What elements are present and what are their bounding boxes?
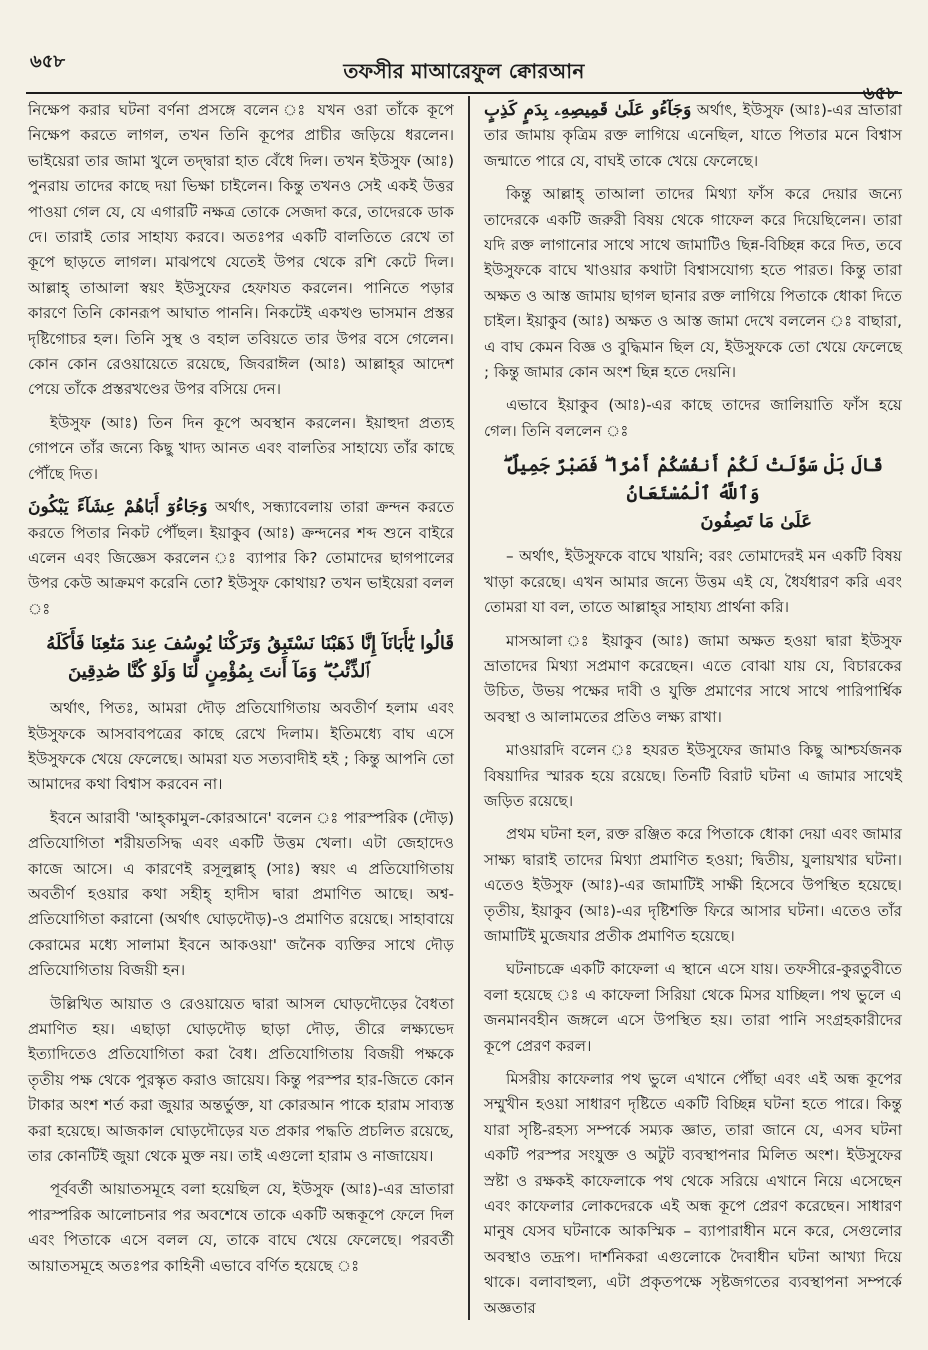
paragraph: কিন্তু আল্লাহ্ তাআলা তাদের মিথ্যা ফাঁস করে দেয়ার জন্যে তাদেরকে একটি জরুরী বিষয় থেকে গাফেল করে দিয়েছিলেন। তারা যদি রক্ত লাগানোর সাথে সাথে জামাটিও ছিন্ন-বিচ্ছিন্ন করে দিত, তবে ইউসুফকে বাঘে খাওয়ার কথাটা বিশ্বাসযোগ্য হতে পারত। কিন্তু তারা অক্ষত ও আস্ত জামায় ছাগল ছানার রক্ত লাগিয়ে পিতাকে ধোকা দিতে চাইল। ইয়াকুব (আঃ) অক্ষত ও আস্ত জামা দেখে বললেন ঃ বাছারা, এ বাঘ কেমন বিজ্ঞ ও বুদ্ধিমান ছিল যে, ইউসুফকে তো খেয়ে ফেলেছে ; কিন্তু জামার কোন অংশ ছিন্ন হতে দেয়নি। [484, 185, 902, 382]
paragraph: এভাবে ইয়াকুব (আঃ)-এর কাছে তাদের জালিয়াতি ফাঁস হয়ে গেল। তিনি বললেন ঃ [484, 396, 902, 440]
page-number-right: ৬৫৮ [862, 83, 898, 104]
paragraph: মাসআলা ঃ ইয়াকুব (আঃ) জামা অক্ষত হওয়া দ্বারা ইউসুফ ভ্রাতাদের মিথ্যা সপ্রমাণ করেছেন। এতে বোঝা যায় যে, বিচারকের উচিত, উভয় পক্ষের দাবী ও যুক্তি প্রমাণের সাথে সাথে পারিপার্শ্বিক অবস্থা ও আলামতের প্রতিও লক্ষ্য রাখা। [484, 631, 902, 726]
arabic-verse-inline: وَجَآءُو عَلَىٰ قَمِيصِهِۦ بِدَمٍ كَذِبٍ [484, 100, 692, 120]
paragraph-text: অর্থাৎ, সন্ধ্যাবেলায় তারা ক্রন্দন করতে করতে পিতার নিকট পৌঁছল। ইয়াকুব (আঃ) ক্রন্দনের শব্দ শুনে বাইরে এলেন এবং জিজ্ঞেস করলেন ঃ ব্যাপার কি? তোমাদের ছাগপালের উপর কেউ আক্রমণ করেনি তো? ইউসুফ কোথায়? তখন ভাইয়েরা বলল ঃ [28, 498, 454, 618]
paragraph: ইবনে আরাবী 'আহ্‌কামুল-কোরআনে' বলেন ঃ পারস্পরিক (দৌড়) প্রতিযোগিতা শরীয়তসিদ্ধ এবং একটি উত্তম খেলা। এটা জেহাদেও কাজে আসে। এ কারণেই রসূলুল্লাহ্ (সাঃ) স্বয়ং এ প্রতিযোগিতায় অবতীর্ণ হওয়ার কথা সহীহ্ হাদীস দ্বারা প্রমাণিত আছে। অশ্ব-প্রতিযোগিতা করানো (অর্থাৎ ঘোড়দৌড়)-ও প্রমাণিত রয়েছে। সাহাবায়ে কেরামের মধ্যে সালামা ইবনে আকওয়া' জনৈক ব্যক্তির সাথে দৌড় প্রতিযোগিতায় বিজয়ী হন। [28, 808, 454, 980]
arabic-verse-line-1: قَالُوا يَٰٓأَبَانَآ إِنَّا ذَهَبْنَا نَسْتَبِقُ وَتَرَكْنَا يُوسُفَ عِندَ مَتَٰعِنَا فَأَكَلَهُ [46, 633, 454, 655]
paragraph: অর্থাৎ, পিতঃ, আমরা দৌড় প্রতিযোগিতায় অবতীর্ণ হলাম এবং ইউসুফকে আসবাবপত্রের কাছে রেখে দিলাম। ইতিমধ্যে বাঘ এসে ইউসুফকে খেয়ে ফেলেছে। আমরা যত সত্যবাদীই হই ; কিন্তু আপনি তো আমাদের কথা বিশ্বাস করবেন না। [28, 699, 454, 794]
column-divider [468, 96, 470, 1320]
paragraph-with-verse [484, 98, 902, 174]
paragraph: নিক্ষেপ করার ঘটনা বর্ণনা প্রসঙ্গে বলেন ঃ যখন ওরা তাঁকে কূপে নিক্ষেপ করতে লাগল, তখন তিনি কূপের প্রাচীর জড়িয়ে ধরলেন। ভাইয়েরা তার জামা খুলে তদ্দ্বারা হাত বেঁধে দিল। তখন ইউসুফ (আঃ) পুনরায় তাদের কাছে দয়া ভিক্ষা চাইলেন। কিন্তু তখনও সেই একই উত্তর পাওয়া গেল যে, যে এগারটি নক্ষত্র তোকে সেজদা করে, তাদেরকে ডাক দে। তারাই তোর সাহায্য করবে। অতঃপর একটি বালতিতে রেখে তা কূপে ছাড়তে লাগল। মাঝপথে যেতেই উপর থেকে রশি কেটে দিল। আল্লাহ্ তাআলা স্বয়ং ইউসুফের হেফাযত করলেন। পানিতে পড়ার কারণে তিনি কোনরূপ আঘাত পাননি। নিকটেই একখণ্ড ভাসমান প্রস্তর দৃষ্টিগোচর হল। তিনি সুস্থ ও বহাল তবিয়তে তার উপর বসে গেলেন। কোন কোন রেওয়ায়েতে রয়েছে, জিবরাঈল (আঃ) আল্লাহ্‌র আদেশ পেয়ে তাঁকে প্রস্তরখণ্ডের উপর বসিয়ে দেন। [28, 101, 454, 399]
paragraph: উল্লিখিত আয়াত ও রেওয়ায়েত দ্বারা আসল ঘোড়দৌড়ের বৈধতা প্রমাণিত হয়। এছাড়া ঘোড়দৌড় ছাড়া দৌড়, তীরে লক্ষ্যভেদ ইত্যাদিতেও প্রতিযোগিতা করা বৈধ। প্রতিযোগিতায় বিজয়ী পক্ষকে তৃতীয় পক্ষ থেকে পুরস্কৃত করাও জায়েয। কিন্তু পরস্পর হার-জিতে কোন টাকার অংশ শর্ত করা জুয়ার অন্তর্ভুক্ত, যা কোরআন পাকে হারাম সাব্যস্ত করা হয়েছে। আজকাল ঘোড়দৌড়ের যত প্রকার পদ্ধতি প্রচলিত রয়েছে, তার কোনটিই জুয়া থেকে মুক্ত নয়। তাই এগুলো হারাম ও নাজায়েয। [28, 994, 454, 1166]
page-header [30, 48, 898, 104]
arabic-verse-block [28, 630, 454, 686]
arabic-verse-line-2: عَلَىٰ مَا تَصِفُونَ [700, 511, 812, 533]
paragraph: পূর্ববর্তী আয়াতসমূহে বলা হয়েছিল যে, ইউসুফ (আঃ)-এর ভ্রাতারা পারস্পরিক আলোচনার পর অবশেষে তাকে একটি অন্ধকূপে ফেলে দিল এবং পিতাকে এসে বলল যে, তাকে বাঘে খেয়ে ফেলেছে। পরবর্তী আয়াতসমূহে অতঃপর কাহিনী এভাবে বর্ণিত হয়েছে ঃ [28, 1180, 454, 1275]
paragraph: ইউসুফ (আঃ) তিন দিন কূপে অবস্থান করলেন। ইয়াহুদা প্রত্যহ গোপনে তাঁর জন্যে কিছু খাদ্য আনত এবং বালতির সাহায্যে তাঁর কাছে পৌঁছে দিত। [28, 413, 454, 483]
paragraph: ঘটনাচক্রে একটি কাফেলা এ স্থানে এসে যায়। তফসীরে-কুরতুবীতে বলা হয়েছে ঃ এ কাফেলা সিরিয়া থেকে মিসর যাচ্ছিল। পথ ভুলে এ জনমানবহীন জঙ্গলে এসে উপস্থিত হয়। তারা পানি সংগ্রহকারীদের কূপে প্রেরণ করল। [484, 960, 902, 1055]
running-title: তফসীর মাআরেফুল ক্বোরআন [343, 59, 585, 83]
paragraph-text: অর্থাৎ, ইউসুফ (আঃ)-এর ভ্রাতারা তার জামায় কৃত্রিম রক্ত লাগিয়ে এনেছিল, যাতে পিতার মনে বিশ্বাস জন্মাতে পারে যে, বাঘই তাকে খেয়ে ফেলেছে। [484, 101, 902, 170]
arabic-verse-inline: وَجَاءُوٓ أَبَاهُمْ عِشَآءً يَبْكُونَ [28, 497, 208, 518]
right-column [484, 98, 902, 1329]
left-column [28, 98, 454, 1287]
arabic-verse-line-2: ٱلذِّئْبُ ۖ وَمَآ أَنتَ بِمُؤْمِنٍ لَّنَا وَلَوْ كُنَّا صَٰدِقِينَ [68, 661, 370, 683]
paragraph-with-verse [28, 495, 454, 622]
paragraph: মাওয়ারদি বলেন ঃ হযরত ইউসুফের জামাও কিছু আশ্চর্যজনক বিষয়াদির স্মারক হয়ে রয়েছে। তিনটি বিরাট ঘটনা এ জামার সাথেই জড়িত রয়েছে। [484, 741, 902, 810]
header-rule [26, 92, 902, 94]
arabic-verse-line-1: قَالَ بَلْ سَوَّلَتْ لَكُمْ أَنفُسُكُمْ أَمْرًا ۖ فَصَبْرٌ جَمِيلٌ ۖ وَٱللَّهُ ٱلْمُسْتَعَانُ [503, 455, 883, 505]
paragraph: মিসরীয় কাফেলার পথ ভুলে এখানে পৌঁছা এবং এই অন্ধ কূপের সম্মুখীন হওয়া সাধারণ দৃষ্টিতে একটি বিচ্ছিন্ন ঘটনা হতে পারে। কিন্তু যারা সৃষ্টি-রহস্য সম্পর্কে সম্যক জ্ঞাত, তারা জানে যে, এসব ঘটনা একটি পরস্পর সংযুক্ত ও অটুট ব্যবস্থাপনার মিলিত অংশ। ইউসুফের স্রষ্টা ও রক্ষকই কাফেলাকে পথ থেকে সরিয়ে এখানে নিয়ে এসেছেন এবং কাফেলার লোকদেরকে এই অন্ধ কূপে প্রেরণ করেছেন। সাধারণ মানুষ যেসব ঘটনাকে আকস্মিক – ব্যাপারাধীন মনে করে, সেগুলোর অবস্থাও তদ্রূপ। দার্শনিকরা এগুলোকে দৈবাধীন ঘটনা আখ্যা দিয়ে থাকে। বলাবাহুল্য, এটা প্রকৃতপক্ষে সৃষ্টজগতের ব্যবস্থাপনা সম্পর্কে অজ্ঞতার [484, 1070, 902, 1317]
arabic-verse-block [484, 452, 902, 536]
paragraph: প্রথম ঘটনা হল, রক্ত রঞ্জিত করে পিতাকে ধোকা দেয়া এবং জামার সাক্ষ্য দ্বারাই তাদের মিথ্যা প্রমাণিত হওয়া; দ্বিতীয়, যুলায়খার ঘটনা। এতেও ইউসুফ (আঃ)-এর জামাটিই সাক্ষী হিসেবে উপস্থিত হয়েছে। তৃতীয়, ইয়াকুব (আঃ)-এর দৃষ্টিশক্তি ফিরে আসার ঘটনা। এতেও তাঁর জামাটিই মুজেযার প্রতীক প্রমাণিত হয়েছে। [484, 825, 902, 945]
page-number-left: ৬৫৮ [30, 51, 66, 72]
paragraph: – অর্থাৎ, ইউসুফকে বাঘে খায়নি; বরং তোমাদেরই মন একটি বিষয় খাড়া করেছে। এখন আমার জন্যে উত্তম এই যে, ধৈর্যধারণ করি এবং তোমরা যা বল, তাতে আল্লাহ্‌র সাহায্য প্রার্থনা করি। [484, 547, 902, 617]
